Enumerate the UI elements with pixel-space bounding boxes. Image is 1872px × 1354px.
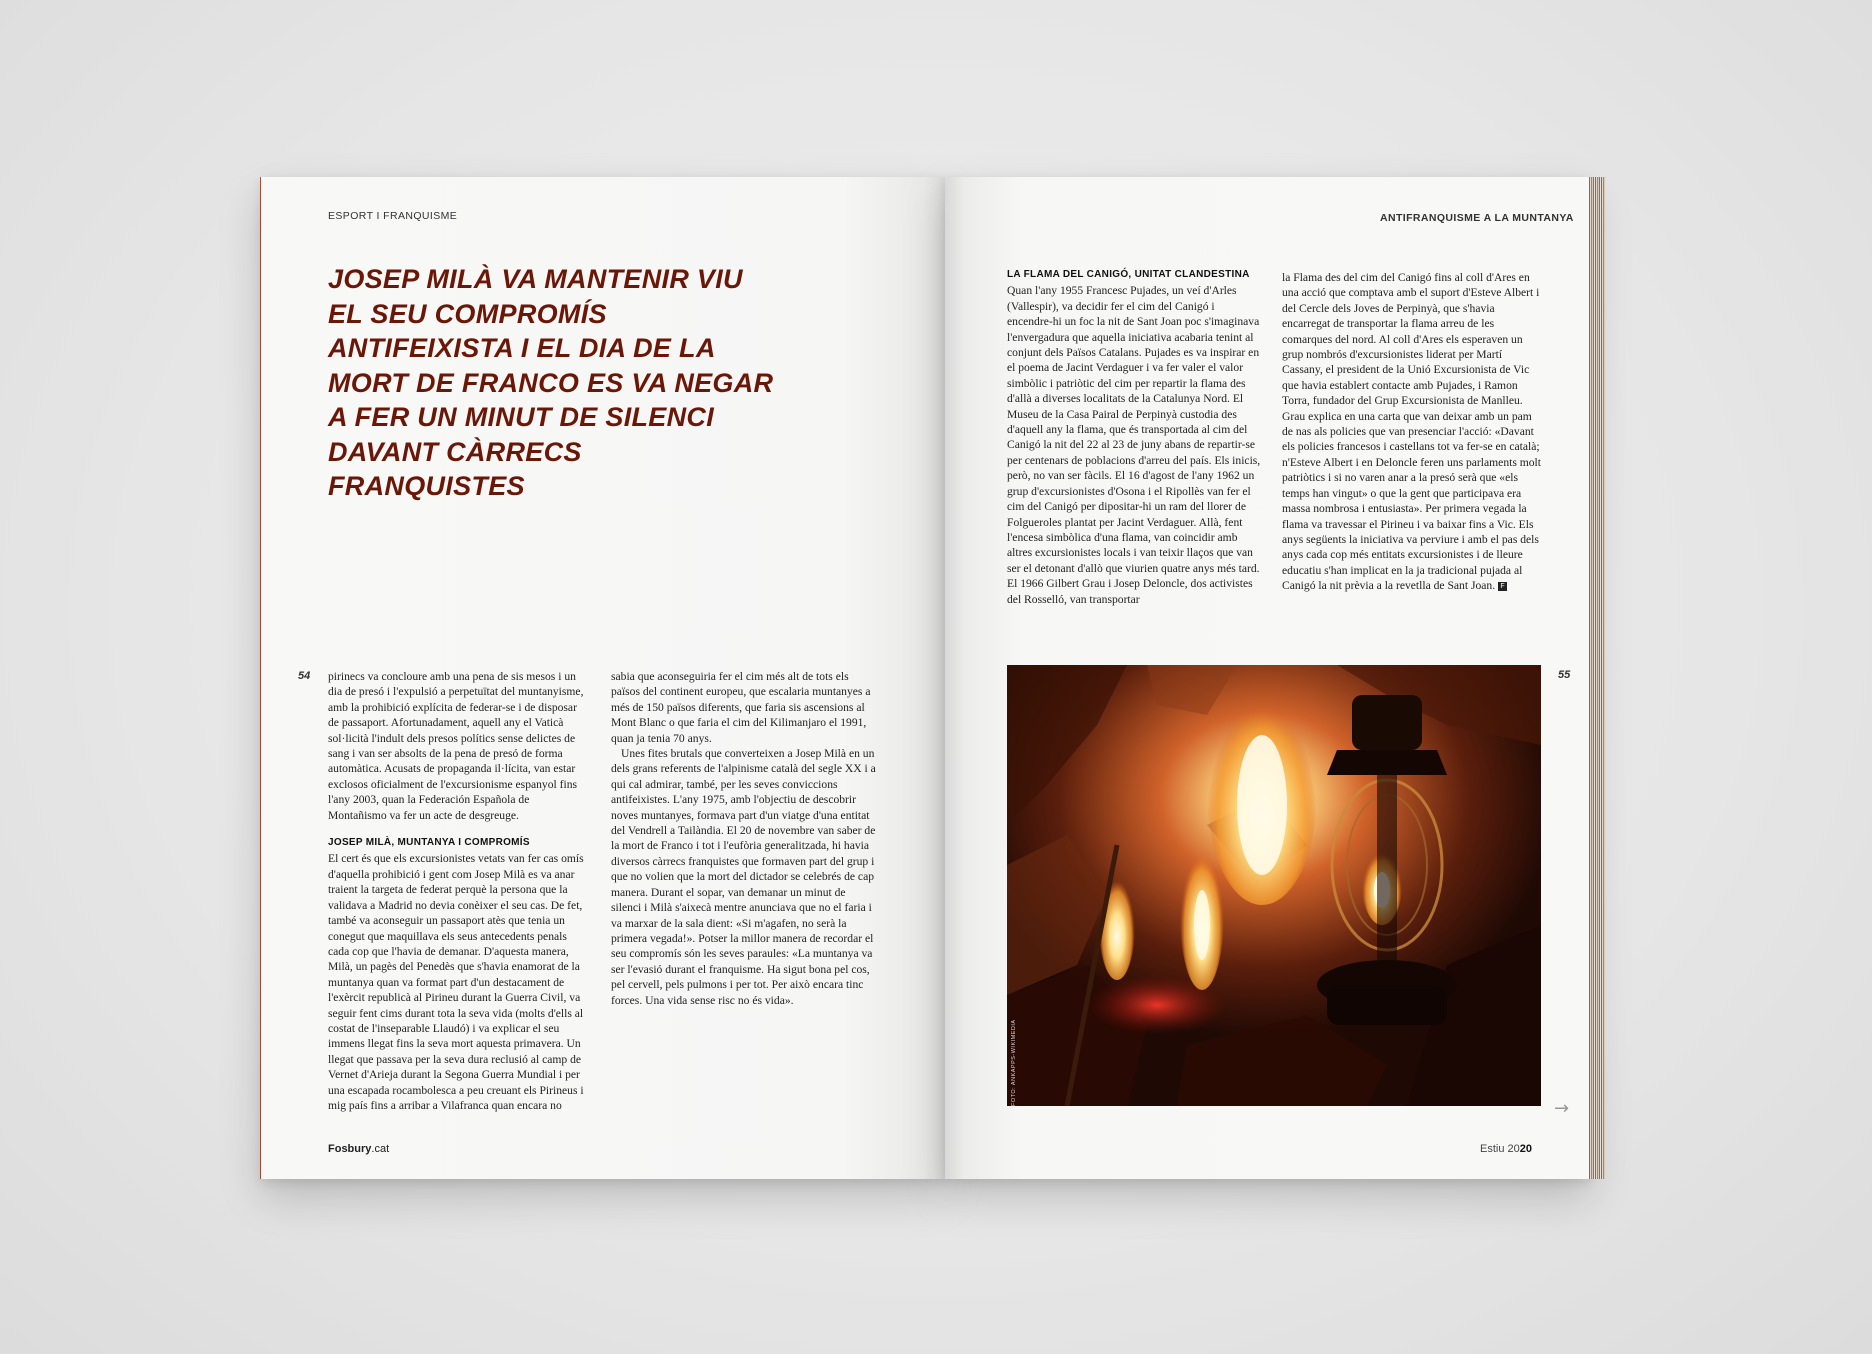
- section-subhead: JOSEP MILÀ, MUNTANYA I COMPROMÍS: [328, 837, 530, 849]
- right-column-2: [1282, 270, 1541, 594]
- running-head-right: ANTIFRANQUISME A LA MUNTANYA: [1380, 212, 1574, 224]
- page-number-left: 54: [298, 670, 311, 682]
- end-mark-icon: F: [1498, 582, 1507, 591]
- paragraph: Unes fites brutals que converteixen a Josep Milà en un dels grans referents de l'alpinisme català del segle XX i a qui cal admirar, també, per les seves conviccions antifeixistes. L'any 1975, amb l'objectiu de descobrir noves muntanyes, formava part d'un viatge d'una entitat del Vendrell a Tailàndia. El 20 de novembre van saber de la mort de Franco i tot i l'eufòria generalitzada, hi havia diversos càrrecs franquistes que formaven part del grup i que no volien que la mort del dictador se celebrés de cap manera. Durant el sopar, van demanar un minut de silenci i Milà s'aixecà mentre anunciava que no el faria i va marxar de la sala dient: «Si m'agafen, no serà la primera vegada!». Potser la millor manera de recordar el seu compromís són les seves paraules: «La muntanya va ser l'evasió durant el franquisme. Ha sigut bona pel cos, pel cervell, pels pulmons i per tot. Per això encara tinc forces. Una vida sense risc no és vida».: [611, 747, 876, 1007]
- paragraph: Quan l'any 1955 Francesc Pujades, un veí d'Arles (Vallespir), va decidir fer el cim del Canigó i encendre-hi un foc la nit de Sant Joan poc s'imaginava l'envergadura que aquella iniciativa acabaria tenint al conjunt dels Països Catalans. Pujades es va inspirar en el poema de Jacint Verdaguer i va fer valer el valor simbòlic i patriòtic del cim per repartir la flama des d'allà a diverses localitats de la Catalunya Nord. El Museu de la Casa Pairal de Perpinyà custodia des d'aquell any la flama, que és transportada al cim del Canigó la nit del 22 al 23 de juny abans de repartir-se per centenars de poblacions d'arreu del país. Els inicis, però, no van ser fàcils. El 16 d'agost de l'any 1962 un grup d'excursionistes d'Osona i el Ripollès van fer el cim del Canigó per dipositar-hi un ram del llorer de Folgueroles plantat per Jacint Verdaguer. Allà, fent l'encesa simbòlica d'una flama, van coincidir amb altres excursionistes locals i van teixir llaços que van ser el detonant d'allò que viurien quatre anys més tard. El 1966 Gilbert Grau i Josep Deloncle, dos activistes del Rosselló, van transportar: [1007, 284, 1261, 606]
- photo-credit: FOTO: ANKAPPS-WIKIMEDIA: [1011, 1019, 1017, 1106]
- right-column-1: [1007, 267, 1261, 607]
- brand-name: Fosbury: [328, 1143, 372, 1155]
- issue-year: 20: [1519, 1143, 1532, 1155]
- photo-illustration: [1007, 665, 1541, 1106]
- paragraph: pirinecs va concloure amb una pena de sis mesos i un dia de presó i l'expulsió a perpetuïtat del muntanyisme, amb la prohibició explícita de federar-se i de disposar de passaport. Afortunadament, aquell any el Vaticà sol·licità l'indult dels presos polítics sense delictes de sang i van ser absolts de la pena de presó de forma automàtica. Acusats de propaganda il·lícita, van estar exclosos oficialment de l'excursionisme espanyol fins l'any 2003, quan la Federación Española de Montañismo va fer un acte de desgreuge.: [328, 670, 584, 822]
- headline: JOSEP MILÀ VA MANTENIR VIU EL SEU COMPROMÍS ANTIFEIXISTA I EL DIA DE LA MORT DE FRANCO ES VA NEGAR A FER UN MINUT DE SILENCI DAVANT CÀRRECS FRANQUISTES: [328, 264, 774, 501]
- footer-issue: [1480, 1143, 1532, 1155]
- flame-lantern-photo: [1007, 665, 1541, 1106]
- section-subhead: LA FLAMA DEL CANIGÓ, UNITAT CLANDESTINA: [1007, 269, 1250, 280]
- paragraph: El cert és que els excursionistes vetats van fer cas omís d'aquella prohibició i gent com Josep Milà es va anar traient la targeta de federat perquè la persona que la validava a Madrid no devia conèixer el seu cas. De fet, també va aconseguir un passaport atès que tenia un conegut que maquillava els seus antecedents penals cada cop que l'havia de demanar. D'aquesta manera, Milà, un pagès del Penedès que s'havia enamorat de la muntanya quan va format part d'un destacament de l'exèrcit republicà al Pirineu durant la Guerra Civil, va seguir fent cims durant tota la seva vida (molts d'ells al costat de l'inseparable Llaudó) i va explicar el seu immens llegat fins la seva mort aquesta primavera. Un llegat que passava per la seva dura reclusió al camp de Vernet d'Arieja durant la Segona Guerra Mundial i per una escapada rocambolesca a peu creuant els Pirineus i mig país fins a arribar a Vilafranca quan encara no: [328, 852, 584, 1112]
- footer-brand: [328, 1143, 389, 1155]
- next-page-arrow-icon: →: [1554, 1098, 1570, 1119]
- running-head-left: ESPORT I FRANQUISME: [328, 210, 458, 222]
- brand-domain: .cat: [371, 1143, 390, 1155]
- page-number-right: 55: [1558, 669, 1571, 681]
- left-column-2: [611, 669, 877, 1008]
- paragraph: la Flama des del cim del Canigó fins al coll d'Ares en una acció que comptava amb el suport d'Esteve Albert i del Cercle dels Joves de Perpinyà, que s'havia encarregat de transportar la flama arreu de les comarques del nord. Al coll d'Ares els esperaven un grup nombrós d'excursionistes liderat per Martí Cassany, el president de la Unió Excursionista de Vic que havia establert contacte amb Pujades, i Ramon Torra, fundador del Grup Excursionista de Manlleu. Grau explica en una carta que van deixar amb un pam de nas als policies que van presenciar l'acció: «Davant els policies francesos i castellans tot va fer-se en català; n'Esteve Albert i en Deloncle feren uns parlaments molt patriòtics i si no varen anar a la presó serà que «els temps han vingut» o que la gent que participava era massa nombrosa i entusiasta». Per primera vegada la flama va travessar el Pirineu i va baixar fins a Vic. Els anys següents la iniciativa va perviure i amb el pas dels anys cada cop més entitats excursionistes i de lleure educatiu s'han implicat en la ja tradicional pujada al Canigó la nit prèvia a la revetlla de Sant Joan.: [1282, 271, 1542, 593]
- paragraph: sabia que aconseguiria fer el cim més alt de tots els països del continent europeu, que escalaria muntanyes a més de 150 països diferents, que faria sis ascensions al Mont Blanc o que faria el cim del Kilimanjaro el 1991, quan ja tenia 70 anys.: [611, 670, 871, 745]
- issue-season: Estiu 20: [1480, 1143, 1520, 1155]
- page-edge-right: [1589, 177, 1605, 1179]
- left-column-1: [328, 669, 590, 1113]
